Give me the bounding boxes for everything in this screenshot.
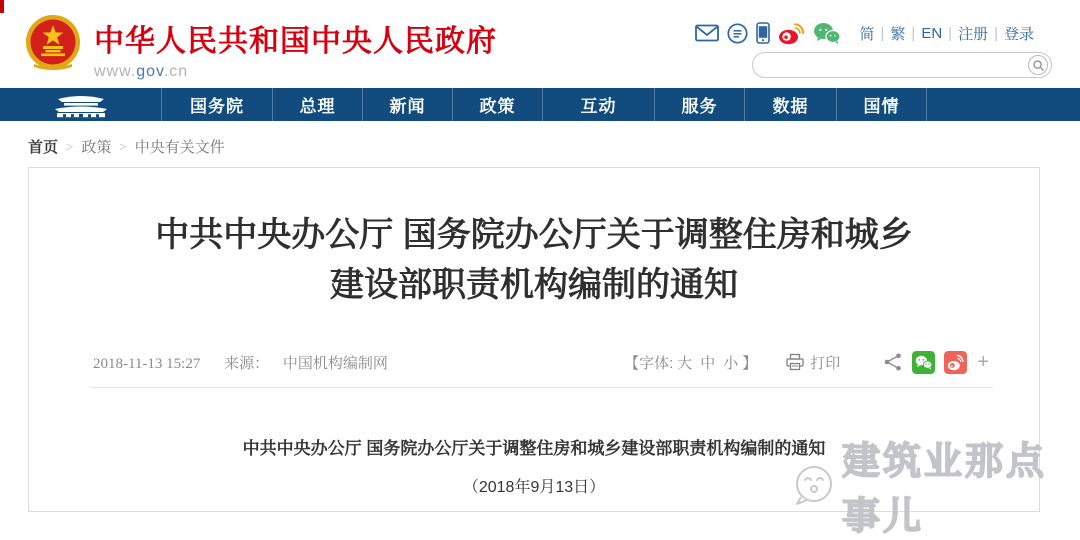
font-widget-open: 【字体:: [624, 354, 674, 372]
nav-data[interactable]: 数据: [745, 88, 837, 121]
nav-news[interactable]: 新闻: [363, 88, 453, 121]
nav-policy[interactable]: 政策: [453, 88, 543, 121]
mobile-icon[interactable]: [756, 22, 770, 44]
watermark-text: 建筑业那点事儿: [842, 441, 1048, 538]
breadcrumb-separator: >: [119, 138, 127, 154]
link-separator: |: [948, 24, 953, 42]
share-more-button[interactable]: +: [977, 351, 989, 373]
article-title: 中共中央办公厅 国务院办公厅关于调整住房和城乡建设部职责机构编制的通知: [155, 216, 913, 304]
search-input[interactable]: [753, 54, 1028, 76]
nav-country[interactable]: 国情: [837, 88, 927, 121]
nav-premier[interactable]: 总理: [273, 88, 363, 121]
lang-english-link[interactable]: EN: [921, 24, 943, 42]
breadcrumb-policy[interactable]: 政策: [81, 140, 112, 156]
wechat-icon[interactable]: [813, 22, 841, 45]
link-separator: |: [911, 24, 916, 42]
register-link[interactable]: 注册: [958, 25, 989, 43]
source-name[interactable]: 中国机构编制网: [282, 355, 388, 372]
comment-icon[interactable]: [727, 23, 748, 44]
printer-icon: [785, 353, 805, 371]
nav-state-council[interactable]: 国务院: [162, 88, 273, 121]
font-size-widget: [624, 352, 757, 373]
search-button[interactable]: [1028, 55, 1048, 75]
logo-text: [94, 12, 497, 81]
share-wechat-icon[interactable]: [912, 351, 935, 374]
print-button[interactable]: [785, 352, 840, 373]
share-group: [874, 351, 989, 374]
site-title: 中华人民共和国中央人民政府: [94, 25, 497, 58]
nav-home-tiananmen[interactable]: [0, 88, 162, 121]
header-quick-bar: [687, 20, 1040, 46]
watermark-face-icon: [788, 460, 838, 510]
article-meta-right: [624, 351, 989, 374]
font-widget-close: 】: [742, 354, 758, 372]
article-body-date: （2018年9月13日）: [462, 479, 606, 496]
link-separator: |: [880, 24, 885, 42]
breadcrumb-separator: >: [66, 138, 74, 154]
article-meta-left: [93, 352, 388, 373]
font-size-small-button[interactable]: 小: [723, 354, 739, 372]
nav-services[interactable]: 服务: [655, 88, 745, 121]
lang-traditional-link[interactable]: 繁: [890, 25, 906, 43]
font-size-large-button[interactable]: 大: [677, 354, 693, 372]
main-nav: [0, 88, 1080, 121]
site-url: www.gov.cn: [94, 63, 189, 80]
watermark: [788, 430, 1080, 540]
article-body-title: 中共中央办公厅 国务院办公厅关于调整住房和城乡建设部职责机构编制的通知: [242, 439, 826, 458]
search-box: [752, 52, 1052, 78]
share-weibo-icon[interactable]: [944, 351, 967, 374]
breadcrumb: [28, 136, 225, 157]
share-nodes-icon[interactable]: [883, 352, 903, 372]
login-link[interactable]: 登录: [1003, 25, 1034, 43]
print-label: 打印: [810, 354, 841, 372]
breadcrumb-home[interactable]: 首页: [28, 140, 59, 156]
national-emblem-icon: [24, 12, 82, 72]
tiananmen-icon: [50, 92, 112, 118]
site-logo[interactable]: [24, 12, 497, 81]
publish-datetime: 2018-11-13 15:27: [93, 355, 201, 372]
meta-divider: [91, 387, 993, 388]
lang-links: [853, 23, 1040, 44]
corner-artifact: [0, 0, 4, 13]
nav-interact[interactable]: 互动: [543, 88, 655, 121]
mail-icon[interactable]: [695, 24, 719, 42]
breadcrumb-current[interactable]: 中央有关文件: [134, 140, 225, 156]
nav-filler: [927, 88, 1080, 121]
search-icon: [1032, 59, 1045, 72]
weibo-icon[interactable]: [778, 22, 805, 45]
link-separator: |: [994, 24, 998, 42]
source-label: 来源：: [224, 355, 270, 372]
lang-simplified-link[interactable]: 简: [859, 25, 875, 43]
font-size-medium-button[interactable]: 中: [700, 354, 716, 372]
article-meta: [93, 350, 989, 374]
